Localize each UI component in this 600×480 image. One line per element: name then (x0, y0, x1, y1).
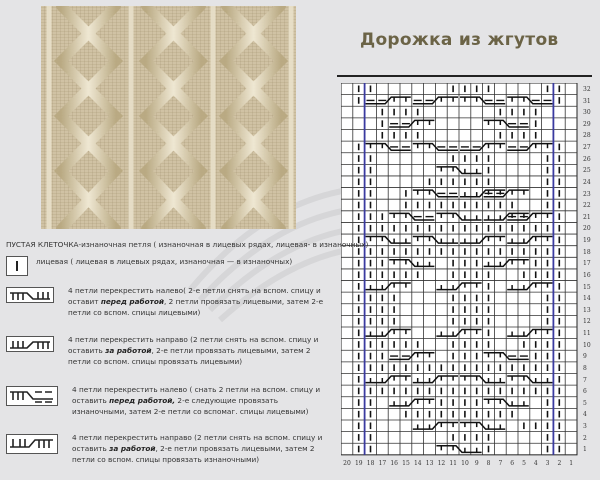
row-number: 31 (583, 97, 591, 105)
column-number: 14 (413, 459, 422, 467)
legend-text: 4 петли перекрестить налево ( снать 2 петли на вспом. спицу и оставить перед работой, 2-е следующие провязать изнаночными, затем 2-е петли со вспомаг. спицы лицевыми) (72, 385, 321, 416)
column-number: 8 (486, 459, 491, 467)
page-title: Дорожка из жгутов (360, 30, 559, 50)
row-number: 30 (583, 109, 591, 117)
chart-top-rule (337, 75, 592, 77)
row-number: 6 (583, 388, 587, 396)
row-number: 15 (583, 283, 591, 291)
row-number: 10 (583, 341, 591, 349)
column-number: 2 (557, 459, 562, 467)
legend-text: лицевая ( лицевая в лицевых рядах, изнаночная — в изнаночных) (36, 257, 293, 266)
column-number: 7 (498, 459, 503, 467)
row-number: 8 (583, 364, 587, 372)
column-number: 9 (474, 459, 479, 467)
column-number: 1 (569, 459, 574, 467)
row-number: 17 (583, 260, 591, 268)
knitting-chart-grid (341, 83, 578, 456)
column-number: 6 (510, 459, 515, 467)
column-number: 19 (354, 459, 363, 467)
row-number: 2 (583, 434, 587, 442)
row-number: 25 (583, 167, 591, 175)
row-number: 20 (583, 225, 591, 233)
column-number: 5 (522, 459, 526, 467)
cable-right-purl-icon (6, 434, 58, 454)
legend-text: 4 петли перекрестить направо (2 петли снять на вспом. спицу и оставить за работой, 2-е петли провязать лицевыми, затем 2 петли со вспом. спицы провязать лицевыми) (68, 335, 319, 366)
column-number: 10 (461, 459, 469, 467)
row-number: 7 (583, 376, 587, 384)
row-number: 5 (583, 399, 587, 407)
column-number: 20 (343, 459, 351, 467)
row-number: 3 (583, 422, 587, 430)
column-number: 3 (545, 459, 550, 467)
row-number: 1 (583, 446, 587, 454)
row-number: 9 (583, 353, 587, 361)
cable-left-purl-icon (6, 386, 58, 406)
row-number: 28 (583, 132, 591, 140)
column-number: 12 (437, 459, 446, 467)
row-number: 11 (583, 330, 591, 338)
row-number: 24 (583, 178, 591, 186)
row-number: 29 (583, 120, 591, 128)
row-number: 27 (583, 144, 591, 152)
row-number: 14 (583, 295, 591, 303)
row-number: 32 (583, 86, 591, 93)
legend-intro: ПУСТАЯ КЛЕТОЧКА-изнаночная петля ( изнаночная в лицевых рядах, лицевая- в изнаночных) (6, 240, 369, 249)
legend-text: 4 петли перекрестить направо (2 петли снять на вспом. спицу и оставить за работой, 2-е петли провязать лицевыми, затем 2 петли со вспом. спицы провязать изнаночными) (72, 433, 323, 464)
column-number: 15 (402, 459, 410, 467)
row-number: 19 (583, 237, 591, 245)
cable-right-knit-icon (6, 336, 54, 352)
knit-symbol-icon (6, 256, 28, 276)
row-number: 4 (583, 411, 587, 419)
column-number: 13 (425, 459, 434, 467)
cable-left-knit-icon (6, 287, 54, 303)
column-number: 16 (390, 459, 398, 467)
row-number: 12 (583, 318, 591, 326)
row-number: 16 (583, 271, 591, 279)
row-number: 22 (583, 202, 591, 210)
column-number: 18 (366, 459, 375, 467)
column-number: 17 (378, 459, 387, 467)
row-number: 26 (583, 155, 591, 163)
row-number: 18 (583, 248, 591, 256)
legend-text: 4 петли перекрестить налево( 2-е петли снять на вспом. спицу и оставит перед работой, 2 петли провязать лицевыми, затем 2-е петли со вспом. спицы лицевыми) (68, 286, 324, 317)
knitting-sample-photo (41, 6, 296, 229)
row-number: 23 (583, 190, 591, 198)
row-number: 21 (583, 213, 591, 221)
column-number: 11 (449, 459, 457, 467)
row-number: 13 (583, 306, 591, 314)
column-number: 4 (533, 459, 538, 467)
